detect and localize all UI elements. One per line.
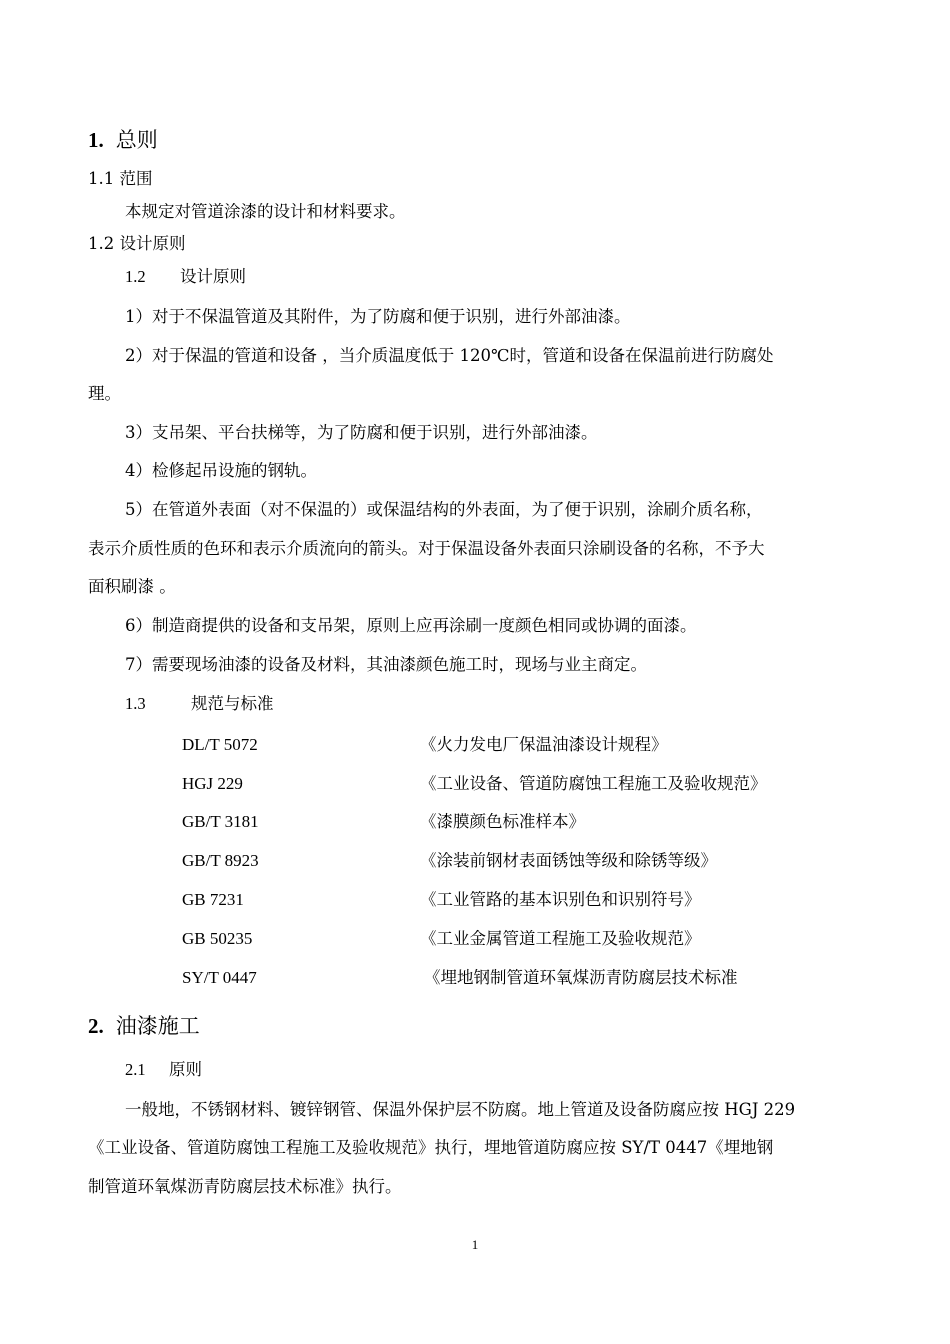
subsection-1-3-heading (125, 693, 274, 715)
principle-item-2: 2）对于保温的管道和设备 ，当介质温度低于 120℃时，管道和设备在保温前进行防腐处 (125, 346, 774, 365)
subsection-title: 设计原则 (180, 267, 246, 286)
principle-paragraph-line-2: 《工业设备、管道防腐蚀工程施工及验收规范》执行，埋地管道防腐应按 SY/T 0447《埋地钢 (88, 1138, 774, 1157)
principle-item-3: 3）支吊架、平台扶梯等，为了防腐和便于识别，进行外部油漆。 (125, 423, 598, 442)
standard-code: GB 50235 (182, 929, 253, 948)
subsection-number: 1.2 (125, 267, 146, 286)
section-title: 总则 (115, 128, 158, 152)
standard-code: HGJ 229 (182, 774, 243, 793)
principle-paragraph-line-3: 制管道环氧煤沥青防腐层技术标准》执行。 (88, 1177, 402, 1196)
principle-item-5: 5）在管道外表面（对不保温的）或保温结构的外表面，为了便于识别，涂刷介质名称， (125, 500, 763, 519)
section-number: 2. (88, 1014, 104, 1038)
section-title: 油漆施工 (115, 1014, 200, 1038)
subsection-number: 1.3 (125, 694, 146, 713)
subsection-1-2-repeat (125, 266, 246, 288)
standard-title: 《工业设备、管道防腐蚀工程施工及验收规范》 (420, 774, 767, 793)
principle-paragraph-line-1: 一般地，不锈钢材料、镀锌钢管、保温外保护层不防腐。地上管道及设备防腐应按 HGJ 229 (125, 1100, 796, 1119)
subsection-1-1-heading: 1.1 范围 (88, 169, 153, 188)
section-1-heading (88, 124, 158, 154)
principle-item-1: 1）对于不保温管道及其附件，为了防腐和便于识别，进行外部油漆。 (125, 307, 631, 326)
subsection-title: 规范与标准 (191, 694, 274, 713)
standard-title: 《工业管路的基本识别色和识别符号》 (420, 890, 701, 909)
principle-item-5-cont-1: 表示介质性质的色环和表示介质流向的箭头。对于保温设备外表面只涂刷设备的名称，不予大 (88, 539, 765, 558)
section-number: 1. (88, 128, 104, 152)
standard-code: GB/T 8923 (182, 851, 259, 870)
page-number: 1 (471, 1237, 479, 1252)
standard-title: 《火力发电厂保温油漆设计规程》 (420, 735, 668, 754)
subsection-1-2-heading: 1.2 设计原则 (88, 234, 186, 253)
standard-code: GB 7231 (182, 890, 244, 909)
principle-item-4: 4）检修起吊设施的钢轨。 (125, 461, 317, 480)
standard-title: 《涂装前钢材表面锈蚀等级和除锈等级》 (420, 851, 717, 870)
principle-item-7: 7）需要现场油漆的设备及材料，其油漆颜色施工时，现场与业主商定。 (125, 655, 647, 674)
scope-text: 本规定对管道涂漆的设计和材料要求。 (125, 202, 406, 221)
principle-item-6: 6）制造商提供的设备和支吊架，原则上应再涂刷一度颜色相同或协调的面漆。 (125, 616, 697, 635)
standard-code: DL/T 5072 (182, 735, 258, 754)
principle-item-5-cont-2: 面积刷漆 。 (88, 577, 176, 596)
section-2-heading (88, 1010, 200, 1040)
standard-code: GB/T 3181 (182, 812, 259, 831)
principle-item-2-cont: 理。 (88, 384, 121, 403)
standard-title: 《埋地钢制管道环氧煤沥青防腐层技术标准 (424, 968, 738, 987)
subsection-number: 2.1 (125, 1060, 146, 1079)
standard-code: SY/T 0447 (182, 968, 257, 987)
standard-title: 《工业金属管道工程施工及验收规范》 (420, 929, 701, 948)
subsection-title: 原则 (169, 1060, 202, 1079)
subsection-2-1-heading (125, 1059, 202, 1081)
standard-title: 《漆膜颜色标准样本》 (420, 812, 585, 831)
